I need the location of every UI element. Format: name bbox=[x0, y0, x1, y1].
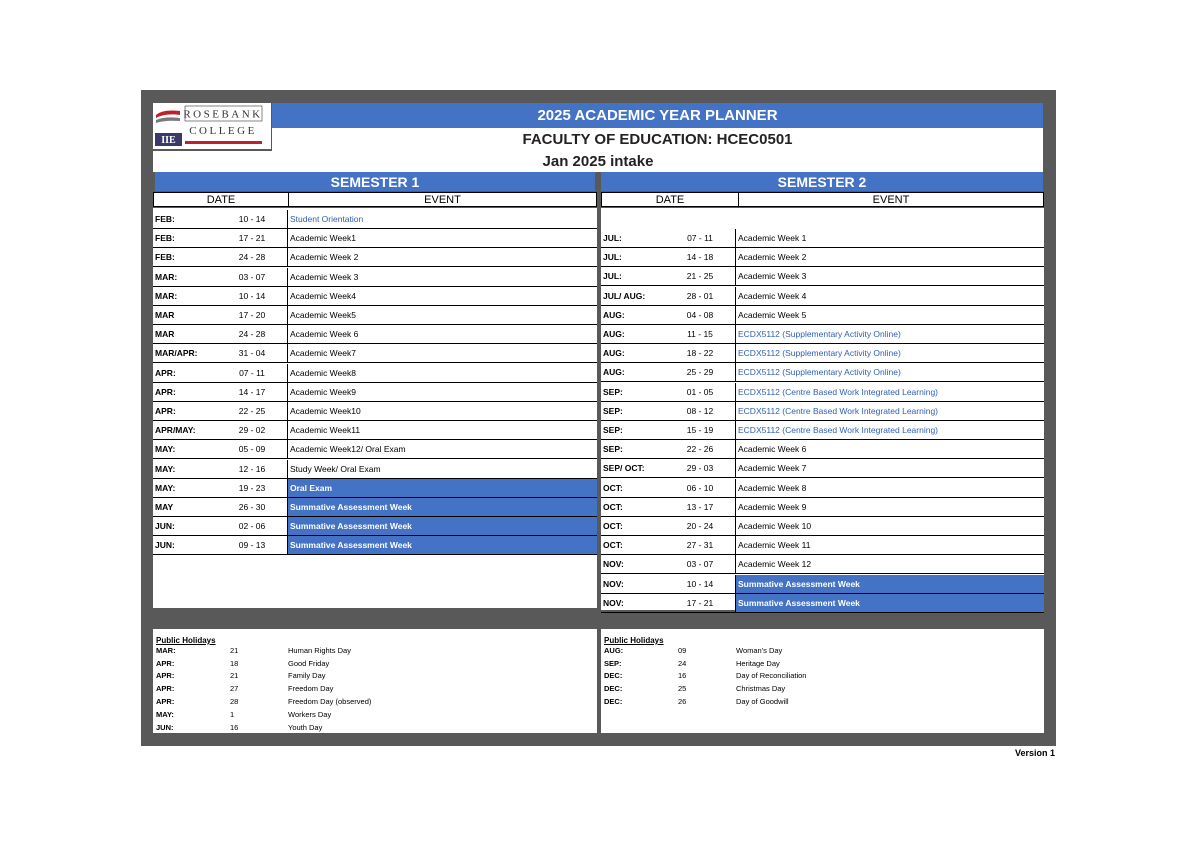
row-dates: 27 - 31 bbox=[686, 540, 714, 551]
row-dates: 10 - 14 bbox=[686, 578, 714, 589]
table-row bbox=[153, 402, 597, 421]
row-month: OCT: bbox=[603, 540, 623, 551]
table-row bbox=[601, 459, 1044, 478]
holiday-month: JUN: bbox=[156, 722, 174, 732]
holiday-item bbox=[604, 695, 789, 708]
row-event: ECDX5112 (Supplementary Activity Online) bbox=[735, 344, 1044, 362]
row-dates: 14 - 17 bbox=[238, 386, 266, 397]
row-month: JUN: bbox=[155, 521, 175, 532]
table-row bbox=[601, 306, 1044, 325]
row-event: Academic Week1 bbox=[287, 229, 597, 247]
row-dates: 17 - 20 bbox=[238, 310, 266, 320]
row-month: MAR: bbox=[155, 271, 178, 282]
row-event: ECDX5112 (Supplementary Activity Online) bbox=[735, 325, 1044, 343]
row-month: MAY: bbox=[155, 482, 176, 493]
holiday-name: Freedom Day bbox=[288, 684, 334, 694]
row-dates: 25 - 29 bbox=[686, 367, 714, 378]
holidays-panel-1 bbox=[153, 629, 597, 733]
row-dates: 18 - 22 bbox=[686, 348, 714, 359]
row-month: MAR: bbox=[155, 290, 178, 301]
row-dates: 29 - 02 bbox=[238, 425, 266, 436]
table-row bbox=[601, 267, 1044, 286]
table-row bbox=[153, 306, 597, 325]
holiday-name: Day of Goodwill bbox=[736, 697, 789, 707]
holidays2-title: Public Holidays bbox=[604, 636, 664, 645]
table-row bbox=[153, 364, 597, 383]
table-row bbox=[153, 498, 597, 517]
row-event: Academic Week12/ Oral Exam bbox=[287, 440, 597, 458]
row-month: NOV: bbox=[603, 597, 624, 608]
row-dates: 01 - 05 bbox=[686, 386, 714, 397]
s2-event-header: EVENT bbox=[872, 193, 910, 206]
row-month: JUL/ AUG: bbox=[603, 290, 646, 301]
table-row bbox=[153, 344, 597, 363]
holiday-item bbox=[156, 708, 331, 721]
row-month: JUN: bbox=[155, 540, 175, 551]
row-event: Academic Week 3 bbox=[287, 268, 597, 286]
row-dates: 10 - 14 bbox=[238, 290, 266, 301]
semester1-column-header bbox=[153, 192, 597, 207]
holiday-item bbox=[156, 657, 329, 670]
row-month: OCT: bbox=[603, 482, 623, 493]
holiday-item bbox=[156, 644, 351, 657]
row-dates: 08 - 12 bbox=[686, 405, 714, 416]
row-event: ECDX5112 (Centre Based Work Integrated Learning) bbox=[735, 402, 1044, 420]
holiday-name: Workers Day bbox=[288, 709, 332, 719]
row-event: Academic Week 11 bbox=[735, 536, 1044, 554]
row-month: MAR bbox=[155, 329, 175, 340]
row-event: Summative Assessment Week bbox=[735, 575, 1044, 593]
row-event: ECDX5112 (Centre Based Work Integrated Learning) bbox=[735, 383, 1044, 401]
row-dates: 06 - 10 bbox=[686, 482, 714, 493]
version-label: Version 1 bbox=[1015, 748, 1056, 758]
s2-date-header: DATE bbox=[602, 193, 739, 206]
semester1-header: SEMESTER 1 bbox=[155, 172, 595, 191]
row-event: ECDX5112 (Supplementary Activity Online) bbox=[735, 363, 1044, 381]
holiday-month: MAY: bbox=[156, 709, 174, 719]
row-month: MAY: bbox=[155, 444, 176, 455]
table-row bbox=[601, 325, 1044, 344]
holiday-name: Freedom Day (observed) bbox=[288, 697, 372, 707]
row-event: Academic Week 1 bbox=[735, 229, 1044, 247]
holiday-month: DEC: bbox=[604, 684, 623, 694]
holiday-month: DEC: bbox=[604, 671, 623, 681]
logo-bottom-text: COLLEGE bbox=[189, 125, 257, 137]
holiday-item bbox=[604, 657, 780, 670]
row-month: MAY: bbox=[155, 463, 176, 474]
table-row bbox=[153, 421, 597, 440]
rosebank-logo-icon bbox=[153, 103, 271, 149]
row-month: JUL: bbox=[603, 271, 622, 282]
row-event: Summative Assessment Week bbox=[287, 498, 597, 516]
holiday-name: Human Rights Day bbox=[288, 645, 351, 655]
row-month: FEB: bbox=[155, 252, 175, 263]
row-month: MAR bbox=[155, 310, 175, 320]
holiday-item bbox=[604, 670, 806, 683]
semester2-header: SEMESTER 2 bbox=[601, 172, 1043, 191]
holiday-day: 27 bbox=[230, 684, 239, 694]
row-dates: 04 - 08 bbox=[686, 309, 714, 320]
table-row bbox=[153, 383, 597, 402]
row-dates: 13 - 17 bbox=[686, 501, 714, 512]
row-dates: 14 - 18 bbox=[686, 252, 714, 263]
row-dates: 09 - 13 bbox=[238, 540, 266, 551]
table-row bbox=[601, 344, 1044, 363]
row-event: Summative Assessment Week bbox=[735, 594, 1044, 612]
row-month: APR: bbox=[155, 406, 176, 416]
row-month: NOV: bbox=[603, 559, 624, 570]
row-dates: 17 - 21 bbox=[238, 233, 266, 244]
intake-title: Jan 2025 intake bbox=[153, 151, 1043, 172]
holiday-day: 21 bbox=[230, 671, 239, 681]
row-event: Academic Week4 bbox=[287, 287, 597, 305]
holiday-day: 1 bbox=[230, 709, 235, 719]
holiday-month: SEP: bbox=[604, 658, 622, 668]
row-event: Academic Week 12 bbox=[735, 555, 1044, 573]
row-event: Summative Assessment Week bbox=[287, 517, 597, 535]
table-row bbox=[153, 440, 597, 459]
semester2-table bbox=[601, 208, 1044, 610]
row-month: FEB: bbox=[155, 233, 175, 244]
table-row bbox=[601, 594, 1044, 613]
row-month: APR/MAY: bbox=[155, 425, 196, 436]
holiday-day: 18 bbox=[230, 658, 239, 668]
row-month: MAY bbox=[155, 502, 174, 512]
row-event: Academic Week 2 bbox=[287, 248, 597, 266]
table-row bbox=[601, 536, 1044, 555]
row-dates: 10 - 14 bbox=[238, 214, 266, 224]
table-row bbox=[601, 575, 1044, 594]
table-row bbox=[153, 536, 597, 555]
row-dates: 11 - 15 bbox=[687, 329, 713, 339]
row-event: Study Week/ Oral Exam bbox=[287, 460, 597, 478]
holiday-day: 24 bbox=[678, 658, 687, 668]
row-event: Academic Week7 bbox=[287, 344, 597, 362]
holiday-day: 21 bbox=[230, 645, 239, 655]
table-row bbox=[601, 479, 1044, 498]
row-dates: 07 - 11 bbox=[687, 233, 713, 243]
row-event: Academic Week 3 bbox=[735, 267, 1044, 285]
faculty-title: FACULTY OF EDUCATION: HCEC0501 bbox=[272, 128, 1043, 151]
table-row bbox=[153, 268, 597, 287]
row-dates: 29 - 03 bbox=[686, 463, 714, 474]
row-dates: 24 - 28 bbox=[238, 252, 266, 263]
s1-event-header: EVENT bbox=[424, 193, 461, 206]
holiday-day: 16 bbox=[678, 671, 687, 681]
row-dates: 22 - 25 bbox=[238, 406, 266, 416]
row-month: AUG: bbox=[603, 309, 625, 320]
holiday-name: Good Friday bbox=[288, 658, 330, 668]
logo-badge-text: IIE bbox=[161, 135, 176, 146]
row-event: Student Orientation bbox=[287, 210, 597, 228]
row-event: Academic Week 7 bbox=[735, 459, 1044, 477]
holiday-name: Family Day bbox=[288, 671, 326, 681]
holiday-month: MAR: bbox=[156, 645, 176, 655]
table-row bbox=[601, 229, 1044, 248]
holidays-panel-2 bbox=[601, 629, 1044, 733]
table-row bbox=[601, 248, 1044, 267]
row-month: JUL: bbox=[603, 233, 622, 243]
holiday-item bbox=[604, 682, 785, 695]
row-dates: 02 - 06 bbox=[238, 521, 266, 532]
table-row bbox=[601, 498, 1044, 517]
table-row bbox=[153, 325, 597, 344]
table-row bbox=[601, 287, 1044, 306]
row-dates: 26 - 30 bbox=[238, 502, 266, 512]
holiday-month: DEC: bbox=[604, 697, 623, 707]
row-event: Academic Week 8 bbox=[735, 479, 1044, 497]
row-month: SEP: bbox=[603, 425, 623, 435]
row-dates: 12 - 16 bbox=[238, 463, 266, 474]
row-month: AUG: bbox=[603, 367, 625, 378]
holiday-month: AUG: bbox=[604, 645, 624, 655]
holiday-day: 25 bbox=[678, 684, 687, 694]
s1-date-header: DATE bbox=[154, 193, 289, 206]
holiday-month: APR: bbox=[156, 658, 175, 668]
holiday-name: Woman's Day bbox=[736, 645, 783, 655]
table-row bbox=[601, 555, 1044, 574]
table-row bbox=[153, 248, 597, 267]
table-row bbox=[601, 440, 1044, 459]
row-dates: 31 - 04 bbox=[238, 348, 266, 359]
holiday-day: 28 bbox=[230, 697, 239, 707]
row-month: SEP: bbox=[603, 405, 623, 416]
row-event: ECDX5112 (Centre Based Work Integrated Learning) bbox=[735, 421, 1044, 439]
semester2-column-header bbox=[601, 192, 1044, 207]
row-event: Academic Week9 bbox=[287, 383, 597, 401]
row-dates: 21 - 25 bbox=[686, 271, 714, 282]
row-month: FEB: bbox=[155, 214, 175, 224]
holiday-month: APR: bbox=[156, 697, 175, 707]
holiday-item bbox=[156, 721, 322, 734]
row-month: SEP: bbox=[603, 444, 623, 455]
row-event: Academic Week 2 bbox=[735, 248, 1044, 266]
row-dates: 24 - 28 bbox=[238, 329, 266, 340]
holiday-item bbox=[604, 644, 782, 657]
holiday-name: Heritage Day bbox=[736, 658, 780, 668]
planner-title: 2025 ACADEMIC YEAR PLANNER bbox=[272, 103, 1043, 128]
row-month: APR: bbox=[155, 386, 176, 397]
row-month: MAR/APR: bbox=[155, 348, 198, 359]
holiday-name: Christmas Day bbox=[736, 684, 786, 694]
logo-top-text: ROSEBANK bbox=[183, 108, 263, 121]
row-month: JUL: bbox=[603, 252, 622, 263]
row-event: Academic Week8 bbox=[287, 364, 597, 382]
holidays1-title: Public Holidays bbox=[156, 636, 216, 645]
row-month: OCT: bbox=[603, 501, 623, 512]
row-event: Academic Week 6 bbox=[735, 440, 1044, 458]
row-dates: 03 - 07 bbox=[686, 559, 714, 570]
table-row bbox=[601, 421, 1044, 440]
table-row bbox=[153, 210, 597, 229]
row-event: Academic Week 4 bbox=[735, 287, 1044, 305]
table-row bbox=[601, 517, 1044, 536]
semester1-table bbox=[153, 208, 597, 608]
row-event: Academic Week11 bbox=[287, 421, 597, 439]
row-month: NOV: bbox=[603, 578, 624, 589]
holiday-name: Day of Reconciliation bbox=[736, 671, 807, 681]
holiday-day: 16 bbox=[230, 722, 239, 732]
row-dates: 15 - 19 bbox=[686, 425, 714, 435]
row-event: Summative Assessment Week bbox=[287, 536, 597, 554]
row-month: SEP/ OCT: bbox=[603, 463, 645, 474]
holiday-item bbox=[156, 682, 333, 695]
holiday-month: APR: bbox=[156, 684, 175, 694]
row-dates: 28 - 01 bbox=[686, 290, 714, 301]
holiday-day: 09 bbox=[678, 645, 687, 655]
college-logo bbox=[153, 103, 271, 149]
row-month: OCT: bbox=[603, 521, 623, 531]
row-event: Academic Week 10 bbox=[735, 517, 1044, 535]
row-event: Academic Week 6 bbox=[287, 325, 597, 343]
holiday-item bbox=[156, 670, 326, 683]
table-row bbox=[601, 383, 1044, 402]
table-row bbox=[153, 517, 597, 536]
row-event: Academic Week5 bbox=[287, 306, 597, 324]
row-event: Academic Week 9 bbox=[735, 498, 1044, 516]
holiday-item bbox=[156, 695, 371, 708]
table-row bbox=[601, 402, 1044, 421]
row-month: SEP: bbox=[603, 386, 623, 397]
row-dates: 03 - 07 bbox=[238, 271, 266, 282]
row-dates: 05 - 09 bbox=[238, 444, 266, 455]
row-dates: 20 - 24 bbox=[686, 521, 714, 531]
table-row bbox=[153, 229, 597, 248]
row-event: Academic Week10 bbox=[287, 402, 597, 420]
holiday-month: APR: bbox=[156, 671, 175, 681]
row-event: Oral Exam bbox=[287, 479, 597, 497]
row-month: AUG: bbox=[603, 348, 625, 359]
row-dates: 07 - 11 bbox=[239, 367, 265, 378]
table-row bbox=[601, 363, 1044, 382]
row-dates: 22 - 26 bbox=[686, 444, 714, 455]
row-dates: 17 - 21 bbox=[686, 597, 714, 608]
table-row bbox=[153, 479, 597, 498]
row-month: APR: bbox=[155, 367, 176, 378]
table-row bbox=[153, 460, 597, 479]
holiday-day: 26 bbox=[678, 697, 687, 707]
row-event: Academic Week 5 bbox=[735, 306, 1044, 324]
table-row bbox=[153, 287, 597, 306]
holiday-name: Youth Day bbox=[288, 722, 323, 732]
row-month: AUG: bbox=[603, 329, 625, 339]
row-dates: 19 - 23 bbox=[238, 482, 266, 493]
